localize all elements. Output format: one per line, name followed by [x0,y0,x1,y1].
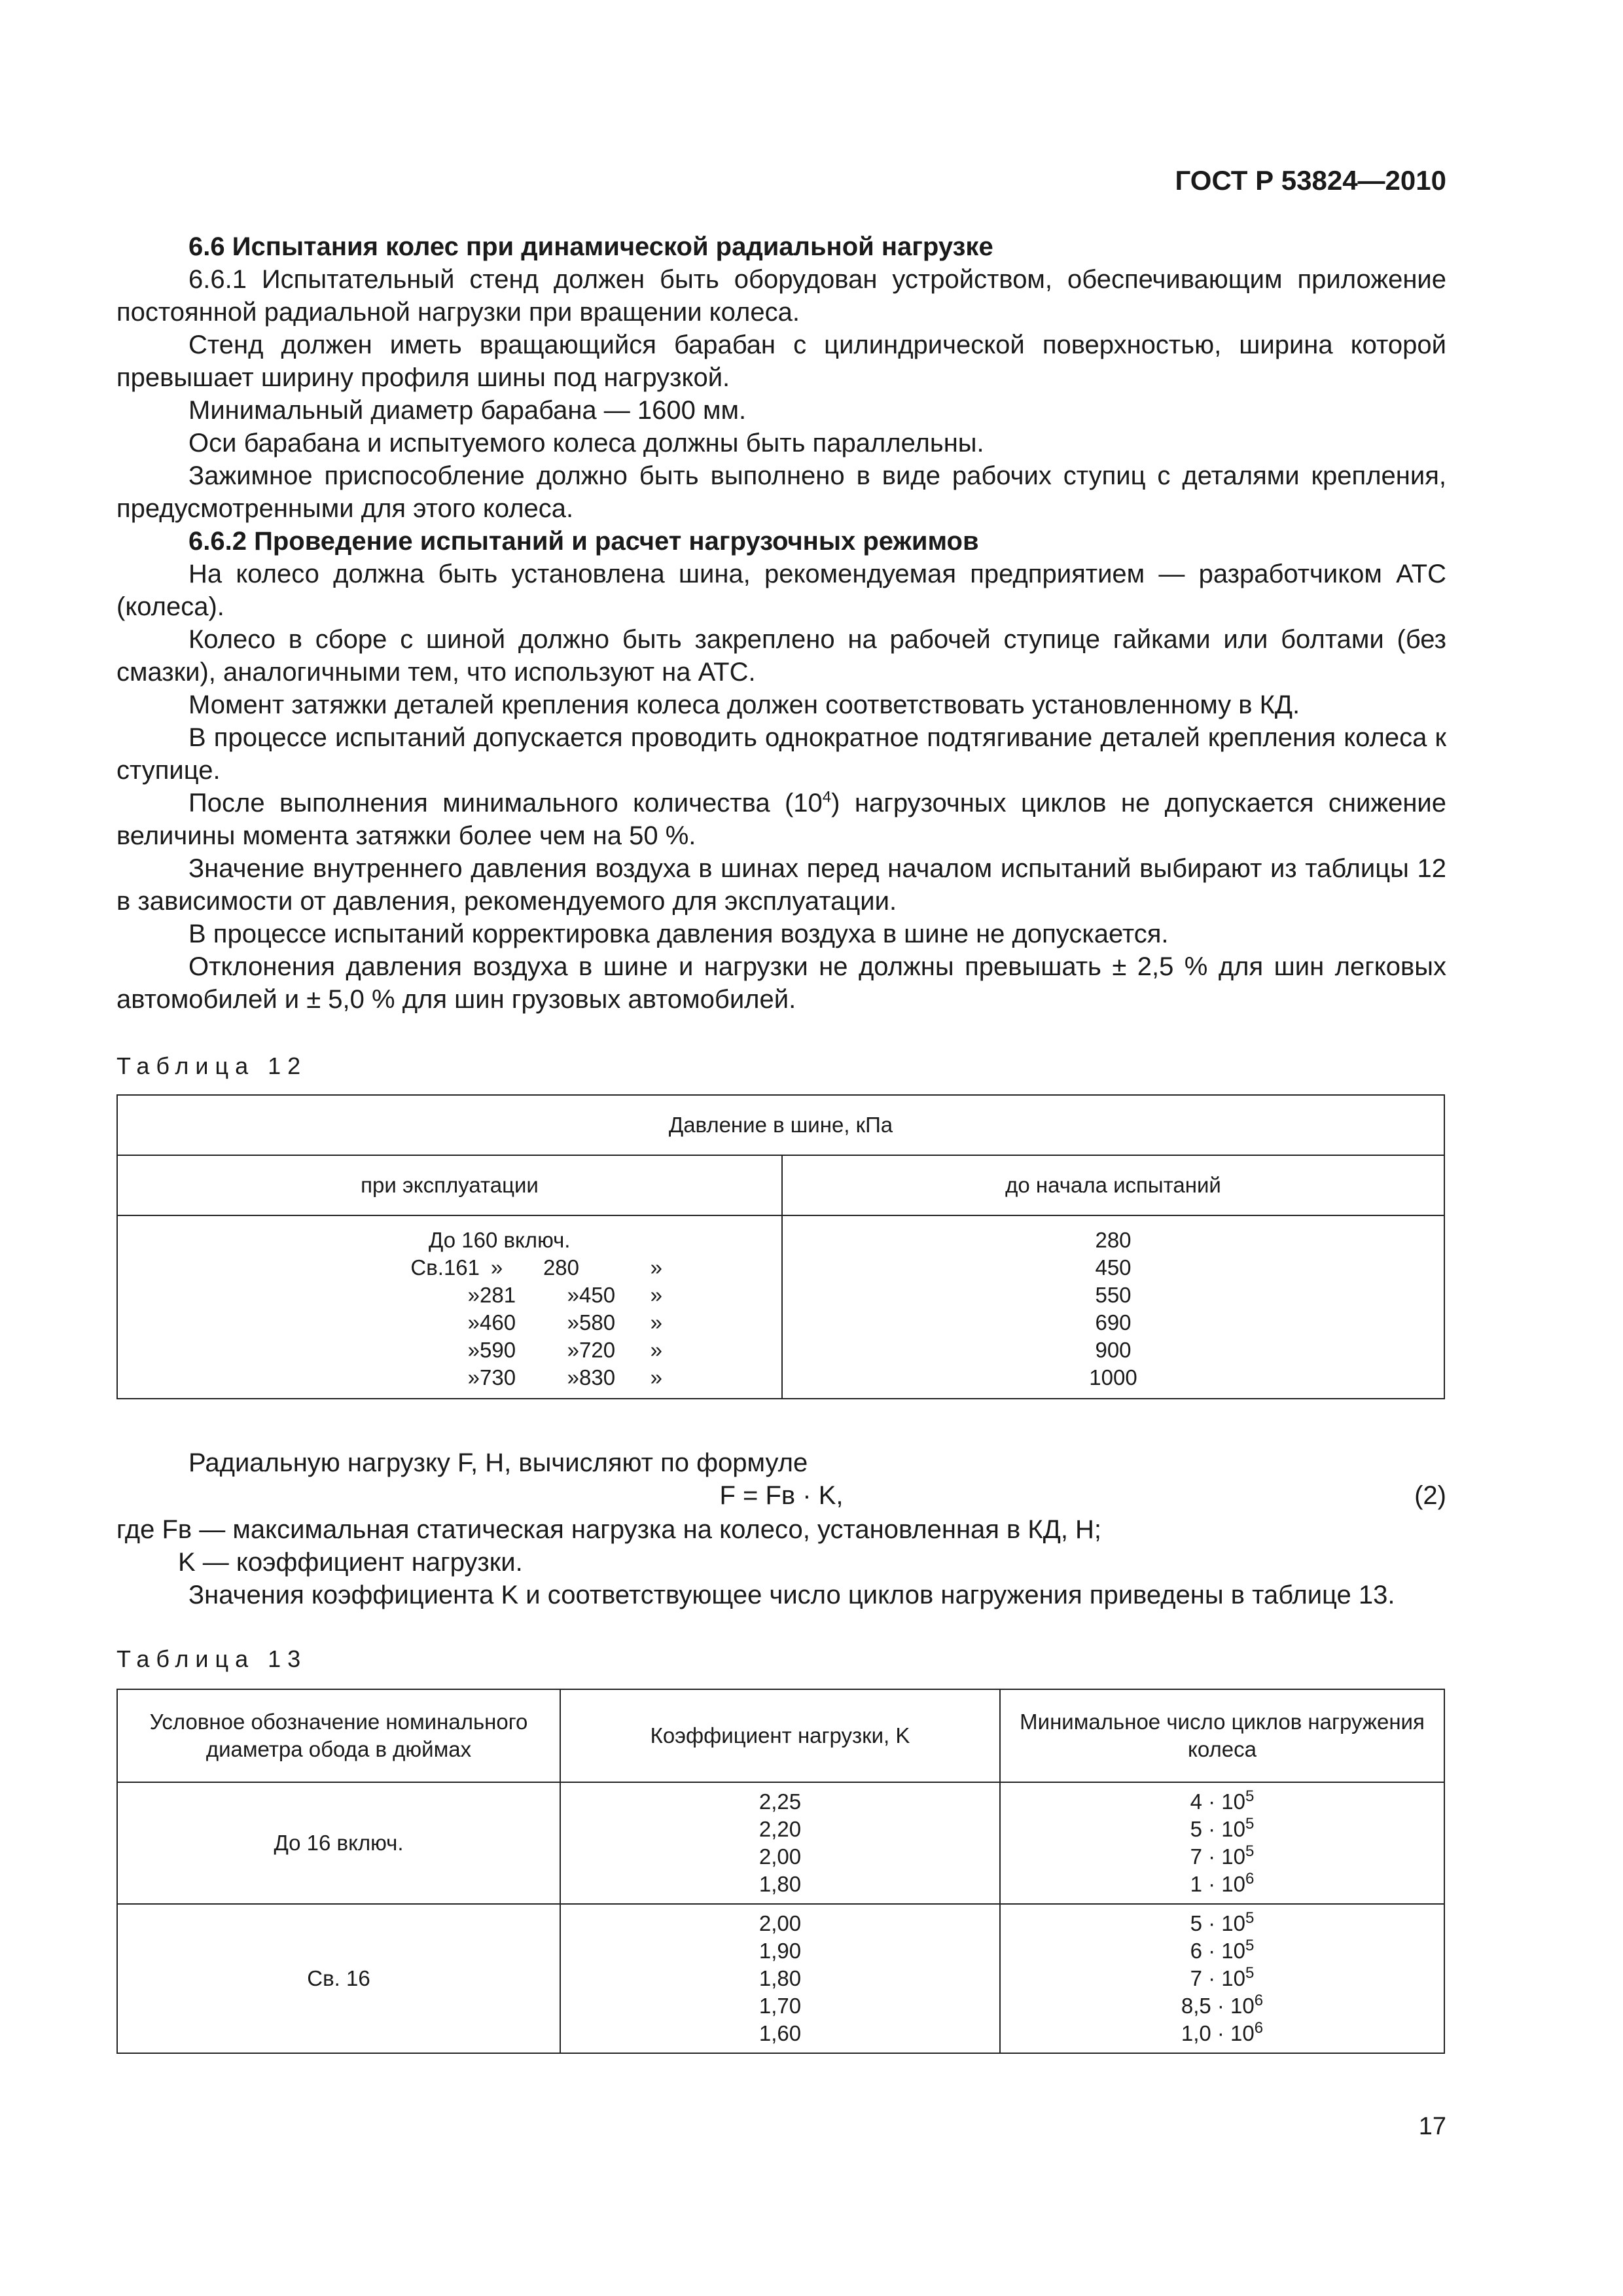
range-part: 830 [579,1365,616,1390]
range-part: 460 [480,1310,516,1335]
paragraph: Колесо в сборе с шиной должно быть закреплено на рабочей ступице гайками или болтами (без смазки), аналогичными тем, что используют на АТС. [116,625,1446,687]
cycles-mantissa: 7 · 10 [1190,1844,1246,1869]
cycles-exponent: 5 [1245,1787,1255,1805]
range-part: » [650,1255,662,1280]
cycles-exponent: 5 [1245,1842,1255,1860]
pressure-range [346,1309,781,1336]
range-part: 281 [480,1283,516,1307]
cycles-mantissa: 1,0 · 10 [1181,2021,1255,2045]
cycles-value [1001,1816,1444,1843]
cycles-value [1001,1871,1444,1898]
paragraph: Оси барабана и испытуемого колеса должны быть параллельны. [188,429,984,457]
pressure-range [346,1336,781,1364]
paragraph-part: ) нагрузочных циклов не допускается снижение величины момента затяжки более чем на 50 %. [116,789,1447,850]
superscript: 4 [822,788,832,806]
cycles-mantissa: 1 · 10 [1190,1872,1246,1896]
coefficient-list [560,1782,1000,1904]
coefficient-value: 1,80 [758,1966,802,1990]
cycles-mantissa: 6 · 10 [1190,1939,1246,1963]
pressure-range [346,1282,781,1309]
document-body [116,230,1446,2054]
pressure-value: 690 [1095,1310,1132,1335]
coefficient-value: 2,20 [758,1817,802,1841]
pressure-value: 1000 [1089,1365,1137,1390]
range-part: » [650,1283,662,1307]
coefficient-list [560,1904,1000,2053]
table13-caption: Таблица 13 [116,1645,308,1672]
cycles-mantissa: 7 · 10 [1190,1966,1246,1990]
range-part: » [467,1365,480,1390]
range-part: » [567,1283,579,1307]
coefficient-value: 1,70 [758,1994,802,2018]
table12-col-operation: при эксплуатации [117,1155,782,1215]
cycles-value [1001,1788,1444,1816]
range-part [579,1254,613,1282]
range-part: » [650,1338,662,1362]
cycles-list [1000,1904,1444,2053]
paragraph [116,787,1446,852]
diameter-label: Св. 16 [117,1904,560,2053]
document-code: ГОСТ Р 53824—2010 [1175,165,1446,196]
table-13 [116,1689,1445,2054]
cycles-exponent: 6 [1254,1992,1264,2009]
subsection-heading: 6.6.2 Проведение испытаний и расчет нагрузочных режимов [188,527,979,556]
table12-caption: Таблица 12 [116,1052,308,1079]
paragraph: 6.6.1 Испытательный стенд должен быть оборудован устройством, обеспечивающим приложение постоянной радиальной нагрузки при вращении колеса. [116,265,1446,327]
formula-intro: Радиальную нагрузку F, Н, вычисляют по формуле [188,1448,808,1477]
table-12 [116,1094,1445,1399]
pressure-range [346,1364,781,1391]
range-part: » [650,1365,662,1390]
diameter-label: До 16 включ. [117,1782,560,1904]
cycles-mantissa: 5 · 10 [1190,1911,1246,1935]
section-heading: 6.6 Испытания колес при динамической радиальной нагрузке [188,232,993,261]
cycles-mantissa: 4 · 10 [1190,1789,1246,1814]
pressure-value: 900 [1095,1338,1132,1362]
cycles-exponent: 6 [1245,1870,1255,1888]
range-part: 590 [480,1338,516,1362]
pressure-value: 550 [1095,1283,1132,1307]
cycles-exponent: 5 [1245,1909,1255,1927]
range-part: » [467,1338,480,1362]
paragraph: Стенд должен иметь вращающийся барабан с цилиндрической поверхностью, ширина которой превышает ширину профиля шины под нагрузкой. [116,331,1446,392]
cycles-value [1001,1965,1444,1992]
coefficient-value: 2,00 [758,1844,802,1869]
table13-col-coefficient: Коэффициент нагрузки, K [560,1689,1000,1782]
coefficient-value: 1,60 [758,2021,802,2045]
cycles-value [1001,1992,1444,2020]
pressure-range: До 160 включ. [429,1228,571,1252]
formula-number: (2) [1414,1481,1446,1510]
cycles-exponent: 5 [1245,1815,1255,1833]
cycles-value [1001,1843,1444,1871]
formula-where: где Fв — максимальная статическая нагрузка на колесо, установленная в КД, Н; [116,1515,1102,1544]
paragraph: Отклонения давления воздуха в шине и нагрузки не должны превышать ± 2,5 % для шин легковых автомобилей и ± 5,0 % для шин грузовых автомобилей. [116,952,1446,1014]
range-part: 720 [579,1338,616,1362]
table13-col-cycles: Минимальное число циклов нагружения колеса [1000,1689,1444,1782]
formula [116,1479,1446,1513]
range-part: » [490,1255,503,1280]
paragraph: Значение внутреннего давления воздуха в шинах перед началом испытаний выбирают из таблицы 12 в зависимости от давления, рекомендуемого для эксплуатации. [116,854,1446,916]
cycles-value [1001,1910,1444,1937]
range-part: 580 [579,1310,616,1335]
pressure-value: 450 [1095,1255,1132,1280]
cycles-exponent: 5 [1245,1937,1255,1954]
cycles-exponent: 6 [1254,2019,1264,2037]
range-part: 730 [480,1365,516,1390]
cycles-exponent: 5 [1245,1964,1255,1982]
range-part: 280 [543,1255,579,1280]
cycles-value [1001,2020,1444,2047]
pressure-range [346,1254,781,1282]
cycles-mantissa: 5 · 10 [1190,1817,1246,1841]
cycles-list [1000,1782,1444,1904]
coefficient-value: 1,90 [758,1939,802,1963]
paragraph-part: После выполнения минимального количества (10 [188,789,823,817]
paragraph: В процессе испытаний корректировка давления воздуха в шине не допускается. [188,920,1169,948]
table13-col-diameter: Условное обозначение номинального диаметра обода в дюймах [117,1689,560,1782]
paragraph: Значения коэффициента K и соответствующее число циклов нагружения приведены в таблице 13. [188,1581,1395,1609]
coefficient-value: 2,25 [758,1789,802,1814]
range-part: » [650,1310,662,1335]
range-part: » [567,1310,579,1335]
range-part: » [567,1365,579,1390]
table12-ranges-cell [117,1215,782,1399]
range-part: Св.161 [410,1255,480,1280]
coefficient-value: 1,80 [758,1872,802,1896]
paragraph: Минимальный диаметр барабана — 1600 мм. [188,396,747,425]
cycles-mantissa: 8,5 · 10 [1181,1994,1255,2018]
range-part: » [467,1310,480,1335]
range-part: 450 [579,1283,616,1307]
table12-col-before-test: до начала испытаний [782,1155,1444,1215]
table-row [117,1904,1444,2053]
formula-where: K — коэффициент нагрузки. [178,1548,523,1577]
range-part: » [567,1338,579,1362]
paragraph: На колесо должна быть установлена шина, рекомендуемая предприятием — разработчиком АТС (колеса). [116,560,1446,621]
table12-values-cell [782,1215,1444,1399]
paragraph: Зажимное приспособление должно быть выполнено в виде рабочих ступиц с деталями крепления, предусмотренными для этого колеса. [116,461,1446,523]
formula-expression: F = Fв · K, [719,1481,844,1510]
cycles-value [1001,1937,1444,1965]
table12-header-top: Давление в шине, кПа [117,1095,1444,1155]
range-part: » [467,1283,480,1307]
table-row [117,1782,1444,1904]
paragraph: Момент затяжки деталей крепления колеса должен соответствовать установленному в КД. [188,691,1300,719]
paragraph: В процессе испытаний допускается проводить однократное подтягивание деталей крепления колеса к ступице. [116,723,1446,785]
page-number: 17 [1418,2113,1446,2140]
coefficient-value: 2,00 [758,1911,802,1935]
pressure-value: 280 [1095,1228,1132,1252]
